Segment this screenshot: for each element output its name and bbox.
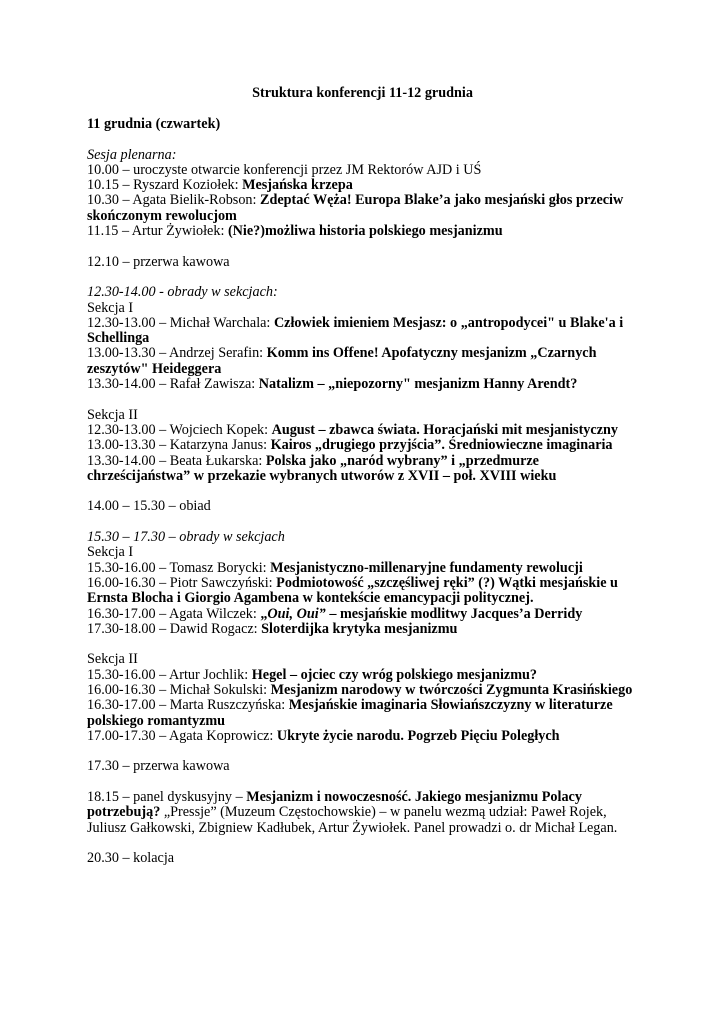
panel-discussion: 18.15 – panel dyskusyjny – Mesjanizm i nowoczesność. Jakiego mesjanizmu Polacy potrzebują? „Pressje” (Muzeum Częstochowskie) – w panelu wezmą udział: Paweł Rojek, Juliusz Gałkowski, Zbigniew Kadłubek, Artur Żywiołek. Panel prowadzi o. dr Michał Legan. [87, 789, 618, 836]
talk-item: 13.30-14.00 – Rafał Zawisza: Natalizm – „niepozorny" mesjanizm Hanny Arendt? [87, 376, 578, 393]
talk-item: 16.00-16.30 – Piotr Sawczyński: Podmiotowość „szczęśliwej ręki” (?) Wątki mesjańskie u Ernsta Blocha i Giorgio Agambena w kontekście emancypacji politycznej. [87, 574, 618, 607]
document-body [87, 117, 639, 867]
plenary-item: 10.00 – uroczyste otwarcie konferencji przez JM Rektorów AJD i UŚ [87, 161, 482, 178]
talk-item: 12.30-13.00 – Wojciech Kopek: August – zbawca świata. Horacjański mit mesjanistyczny [87, 421, 618, 438]
sessions-block-2-heading: 15.30 – 17.30 – obrady w sekcjach [87, 529, 285, 546]
talk-item: 16.30-17.00 – Marta Ruszczyńska: Mesjańskie imaginaria Słowiańszczyzny w literaturze polskiego romantyzmu [87, 697, 613, 729]
talk-item: 16.30-17.00 – Agata Wilczek: „Oui, Oui” – mesjańskie modlitwy Jacques’a Derridy [87, 605, 583, 622]
document-title: Struktura konferencji 11-12 grudnia [252, 85, 473, 101]
lunch-break: 14.00 – 15.30 – obiad [87, 498, 211, 515]
plenary-heading: Sesja plenarna: [87, 146, 177, 163]
talk-item: 15.30-16.00 – Artur Jochlik: Hegel – ojciec czy wróg polskiego mesjanizmu? [87, 666, 537, 683]
coffee-break-1: 12.10 – przerwa kawowa [87, 253, 230, 270]
plenary-item: 10.30 – Agata Bielik-Robson: Zdeptać Węża! Europa Blake’a jako mesjański głos przeciw skończonym rewolucjom [87, 192, 624, 224]
dinner: 20.30 – kolacja [87, 850, 175, 867]
section-heading: Sekcja II [87, 406, 138, 423]
coffee-break-2: 17.30 – przerwa kawowa [87, 758, 230, 775]
talk-item: 13.00-13.30 – Andrzej Serafin: Komm ins Offene! Apofatyczny mesjanizm „Czarnych zeszytów" Heideggera [87, 345, 597, 377]
talk-item: 16.00-16.30 – Michał Sokulski: Mesjanizm narodowy w twórczości Zygmunta Krasińskiego [87, 681, 633, 698]
sessions-block-1-heading: 12.30-14.00 - obrady w sekcjach: [87, 284, 278, 301]
talk-item: 17.30-18.00 – Dawid Rogacz: Sloterdijka krytyka mesjanizmu [87, 620, 458, 637]
talk-item: 13.00-13.30 – Katarzyna Janus: Kairos „drugiego przyjścia”. Średniowieczne imaginaria [87, 437, 613, 454]
talk-item: 15.30-16.00 – Tomasz Borycki: Mesjanistyczno-millenaryjne fundamenty rewolucji [87, 559, 583, 576]
plenary-item: 10.15 – Ryszard Koziołek: Mesjańska krzepa [87, 177, 353, 194]
section-heading: Sekcja I [87, 544, 134, 561]
talk-item: 17.00-17.30 – Agata Koprowicz: Ukryte życie narodu. Pogrzeb Pięciu Poległych [87, 727, 560, 744]
section-heading: Sekcja I [87, 299, 134, 316]
plenary-item: 11.15 – Artur Żywiołek: (Nie?)możliwa historia polskiego mesjanizmu [87, 223, 503, 240]
talk-item: 12.30-13.00 – Michał Warchala: Człowiek imieniem Mesjasz: o „antropodycei" u Blake'a i Schellinga [87, 314, 624, 347]
talk-item: 13.30-14.00 – Beata Łukarska: Polska jako „naród wybrany” i „przedmurze chrześcijaństwa” w przekazie wybranych utworów z XVII – poł. XVIII wieku [87, 452, 557, 484]
day-heading: 11 grudnia (czwartek) [87, 116, 221, 132]
section-heading: Sekcja II [87, 651, 138, 668]
